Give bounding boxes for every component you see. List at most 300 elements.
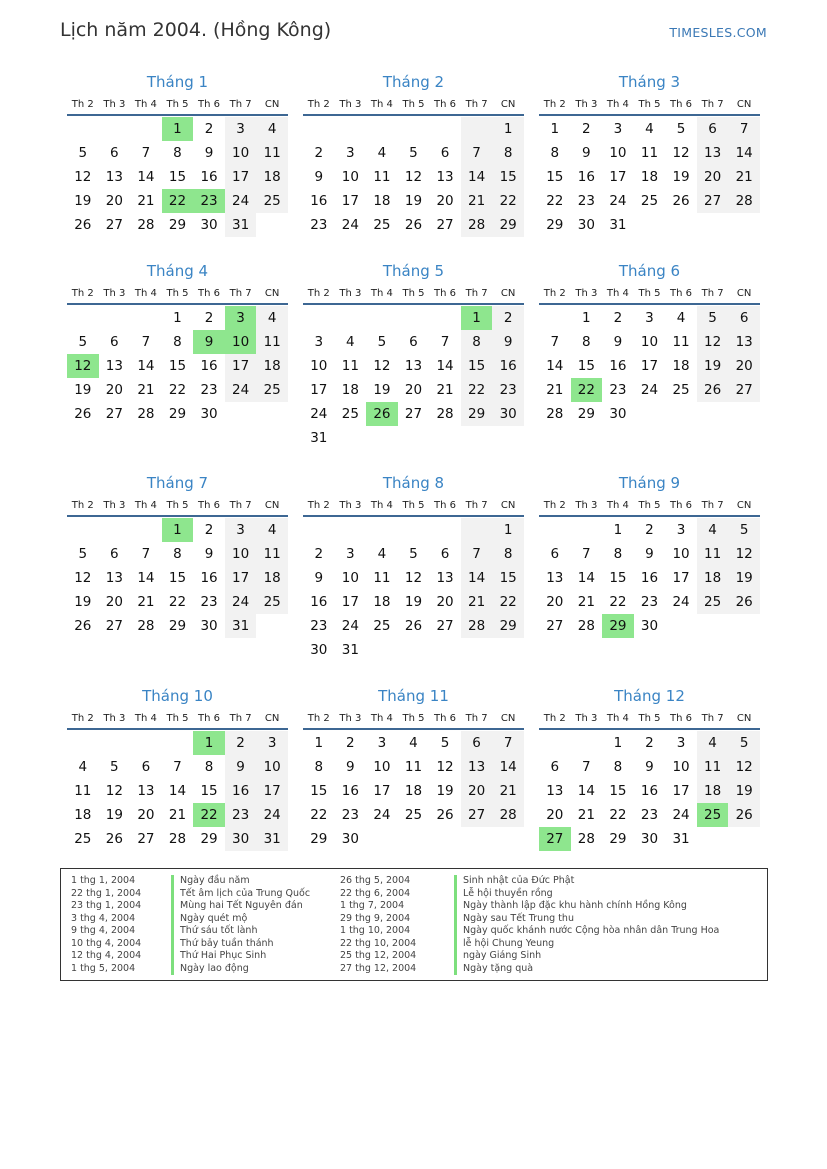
- day-cell: 9: [582, 145, 591, 161]
- day-cell: 12: [74, 570, 92, 586]
- day-cell: 24: [341, 618, 359, 634]
- day-cell: 17: [609, 169, 627, 185]
- day-cell: 11: [256, 542, 288, 566]
- day-cell: 10: [225, 141, 257, 165]
- month-block: [539, 72, 760, 237]
- day-cell: 29: [492, 213, 524, 237]
- day-cell: 7: [461, 542, 493, 566]
- legend-date: 1 thg 10, 2004: [340, 925, 411, 936]
- day-cell: 11: [74, 783, 92, 799]
- day-cell: 4: [256, 518, 288, 542]
- legend-holiday-name: Tết âm lịch của Trung Quốc: [171, 888, 310, 901]
- day-cell: 17: [310, 382, 328, 398]
- weekday-label: Th 2: [307, 99, 330, 110]
- day-cell: 11: [373, 169, 391, 185]
- day-cell: 12: [74, 169, 92, 185]
- weekday-header: [303, 499, 524, 517]
- day-cell: 16: [341, 783, 359, 799]
- empty-cell: [130, 306, 162, 330]
- day-cell: 3: [225, 117, 257, 141]
- day-cell: 14: [492, 755, 524, 779]
- day-cell: 29: [602, 614, 634, 638]
- day-cell: 28: [137, 217, 155, 233]
- weekday-label: Th 5: [638, 288, 661, 299]
- legend-holiday-name: Thứ Hai Phục Sinh: [171, 950, 310, 963]
- weekday-label: Th 7: [701, 500, 724, 511]
- day-cell: 4: [697, 518, 729, 542]
- month-block: [67, 72, 288, 237]
- empty-cell: [634, 402, 666, 426]
- day-cell: 18: [697, 566, 729, 590]
- day-cell: 31: [609, 217, 627, 233]
- day-cell: 24: [609, 193, 627, 209]
- month-title: Tháng 10: [142, 687, 213, 705]
- empty-cell: [303, 306, 335, 330]
- day-cell: 4: [377, 546, 387, 562]
- day-cell: 17: [225, 566, 257, 590]
- day-cell: 10: [609, 145, 627, 161]
- weekday-label: Th 6: [670, 99, 693, 110]
- day-cell: 19: [728, 779, 760, 803]
- day-cell: 21: [577, 807, 595, 823]
- weekday-label: CN: [500, 500, 516, 511]
- day-cell: 27: [697, 189, 729, 213]
- legend-date: 27 thg 12, 2004: [340, 962, 417, 974]
- day-cell: 28: [492, 803, 524, 827]
- day-cell: 27: [436, 217, 454, 233]
- day-cell: 17: [256, 779, 288, 803]
- day-cell: 3: [225, 518, 257, 542]
- day-cell: 9: [193, 330, 225, 354]
- month-title: Tháng 7: [146, 474, 209, 492]
- day-cell: 30: [200, 618, 218, 634]
- day-cell: 15: [168, 169, 187, 185]
- day-cell: 13: [697, 141, 729, 165]
- month-block: [67, 473, 288, 638]
- weekday-label: Th 3: [103, 288, 126, 299]
- day-cell: 22: [310, 807, 328, 823]
- day-cell: 26: [366, 402, 398, 426]
- weekday-label: Th 5: [166, 713, 189, 724]
- day-cell: 20: [404, 382, 423, 398]
- day-cell: 19: [697, 354, 729, 378]
- day-cell: 26: [74, 217, 92, 233]
- legend-holiday-name: Thứ bảy tuần thánh: [171, 938, 310, 951]
- day-cell: 27: [436, 618, 454, 634]
- day-cell: 30: [310, 642, 328, 658]
- day-cell: 13: [436, 169, 454, 185]
- brand-link[interactable]: TIMESLES.COM: [669, 25, 767, 40]
- day-cell: 25: [640, 193, 659, 209]
- day-cell: 17: [341, 193, 359, 209]
- weekday-label: Th 3: [339, 99, 362, 110]
- weekday-label: Th 6: [434, 713, 457, 724]
- empty-cell: [539, 306, 571, 330]
- legend-names-left: [171, 875, 310, 975]
- day-cell: 28: [546, 406, 564, 422]
- day-cell: 18: [341, 382, 359, 398]
- day-cell: 24: [225, 189, 257, 213]
- weekday-label: Th 3: [575, 288, 598, 299]
- day-cell: 13: [137, 783, 155, 799]
- weekday-label: Th 5: [166, 288, 189, 299]
- month-title: Tháng 6: [618, 262, 681, 280]
- day-cell: 9: [314, 570, 324, 586]
- day-cell: 24: [256, 803, 288, 827]
- day-cell: 6: [728, 306, 760, 330]
- empty-cell: [130, 518, 162, 542]
- day-cell: 1: [582, 310, 591, 326]
- empty-cell: [130, 117, 162, 141]
- weekday-label: Th 6: [670, 500, 693, 511]
- day-cell: 21: [728, 165, 760, 189]
- day-cell: 2: [645, 735, 654, 751]
- day-cell: 23: [341, 807, 359, 823]
- weekday-label: Th 6: [198, 288, 221, 299]
- day-cell: 26: [697, 378, 729, 402]
- month-title: Tháng 8: [382, 474, 445, 492]
- day-cell: 8: [461, 330, 493, 354]
- day-cell: 26: [404, 217, 423, 233]
- day-cell: 25: [256, 590, 288, 614]
- day-cell: 3: [256, 731, 288, 755]
- day-cell: 14: [461, 165, 493, 189]
- empty-cell: [461, 638, 493, 662]
- weekday-label: Th 6: [198, 99, 221, 110]
- day-cell: 18: [256, 165, 288, 189]
- day-cell: 19: [728, 566, 760, 590]
- day-cell: 9: [645, 759, 654, 775]
- empty-cell: [99, 306, 131, 330]
- day-cell: 2: [346, 735, 355, 751]
- day-cell: 20: [697, 165, 729, 189]
- day-cell: 8: [492, 542, 524, 566]
- day-cell: 3: [314, 334, 324, 350]
- month-block: [303, 72, 524, 237]
- day-cell: 1: [193, 731, 225, 755]
- legend-date: 1 thg 5, 2004: [71, 962, 136, 974]
- month-block: [539, 261, 760, 426]
- day-cell: 23: [640, 594, 659, 610]
- day-cell: 21: [461, 590, 493, 614]
- day-cell: 1: [492, 518, 524, 542]
- day-cell: 29: [168, 618, 187, 634]
- day-grid: [539, 518, 760, 638]
- weekday-label: Th 7: [229, 99, 252, 110]
- empty-cell: [429, 638, 461, 662]
- day-cell: 9: [204, 145, 214, 161]
- day-cell: 15: [492, 165, 524, 189]
- empty-cell: [99, 731, 131, 755]
- empty-cell: [728, 402, 760, 426]
- day-grid: [67, 306, 288, 426]
- day-cell: 27: [105, 618, 123, 634]
- day-cell: 17: [672, 570, 690, 586]
- day-cell: 27: [137, 831, 155, 847]
- day-cell: 11: [373, 570, 391, 586]
- day-cell: 13: [105, 570, 123, 586]
- weekday-label: Th 5: [638, 713, 661, 724]
- weekday-label: Th 6: [434, 288, 457, 299]
- legend-date: 1 thg 1, 2004: [71, 875, 136, 886]
- day-cell: 12: [728, 542, 760, 566]
- day-cell: 17: [341, 594, 359, 610]
- day-cell: 15: [609, 570, 627, 586]
- day-cell: 12: [404, 169, 423, 185]
- month-block: [303, 686, 524, 851]
- day-cell: 22: [193, 803, 225, 827]
- empty-cell: [571, 518, 603, 542]
- empty-cell: [728, 213, 760, 237]
- day-cell: 9: [225, 755, 257, 779]
- day-cell: 11: [697, 542, 729, 566]
- day-cell: 19: [74, 382, 92, 398]
- weekday-label: CN: [736, 99, 752, 110]
- day-cell: 2: [582, 121, 591, 137]
- weekday-header: [303, 712, 524, 730]
- day-cell: 6: [440, 546, 450, 562]
- day-cell: 20: [436, 193, 454, 209]
- legend-holiday-name: Ngày tặng quà: [454, 963, 719, 976]
- weekday-label: Th 2: [543, 713, 566, 724]
- holiday-legend: [60, 868, 768, 981]
- legend-dates-right: [340, 875, 416, 975]
- day-cell: 25: [672, 382, 690, 398]
- legend-date: 9 thg 4, 2004: [71, 925, 136, 936]
- day-cell: 25: [373, 217, 391, 233]
- day-cell: 6: [110, 334, 119, 350]
- day-cell: 24: [225, 590, 257, 614]
- weekday-label: Th 2: [543, 99, 566, 110]
- day-cell: 30: [492, 402, 524, 426]
- empty-cell: [366, 426, 398, 450]
- day-cell: 6: [550, 546, 560, 562]
- day-cell: 23: [200, 382, 218, 398]
- month-title: Tháng 2: [382, 73, 445, 91]
- weekday-label: Th 4: [606, 713, 629, 724]
- weekday-label: Th 4: [606, 99, 629, 110]
- day-cell: 20: [546, 807, 564, 823]
- day-cell: 13: [461, 755, 493, 779]
- day-cell: 17: [640, 358, 659, 374]
- day-grid: [303, 117, 524, 237]
- day-cell: 16: [225, 779, 257, 803]
- day-cell: 7: [173, 759, 182, 775]
- day-cell: 8: [492, 141, 524, 165]
- day-cell: 1: [550, 121, 560, 137]
- day-cell: 16: [640, 570, 659, 586]
- day-cell: 9: [346, 759, 355, 775]
- day-cell: 11: [697, 755, 729, 779]
- day-cell: 4: [676, 310, 686, 326]
- day-cell: 27: [546, 618, 564, 634]
- empty-cell: [366, 306, 398, 330]
- day-cell: 7: [141, 546, 151, 562]
- weekday-label: Th 3: [339, 288, 362, 299]
- day-cell: 29: [168, 406, 187, 422]
- weekday-label: Th 3: [575, 713, 598, 724]
- legend-holiday-name: Ngày quét mộ: [171, 913, 310, 926]
- weekday-label: Th 5: [166, 99, 189, 110]
- weekday-label: Th 5: [638, 99, 661, 110]
- day-cell: 31: [225, 614, 257, 638]
- day-cell: 13: [728, 330, 760, 354]
- day-cell: 13: [546, 783, 564, 799]
- day-cell: 15: [461, 354, 493, 378]
- day-cell: 16: [200, 570, 218, 586]
- weekday-label: Th 4: [134, 99, 157, 110]
- empty-cell: [303, 117, 335, 141]
- day-cell: 12: [105, 783, 123, 799]
- day-cell: 14: [728, 141, 760, 165]
- day-cell: 30: [200, 406, 218, 422]
- day-cell: 8: [613, 546, 623, 562]
- weekday-label: Th 4: [134, 500, 157, 511]
- day-cell: 7: [141, 334, 151, 350]
- day-cell: 3: [346, 145, 355, 161]
- empty-cell: [461, 827, 493, 851]
- day-grid: [303, 306, 524, 450]
- day-cell: 18: [256, 354, 288, 378]
- day-cell: 8: [173, 546, 182, 562]
- day-cell: 17: [225, 165, 257, 189]
- day-cell: 21: [168, 807, 187, 823]
- day-cell: 20: [105, 193, 123, 209]
- day-cell: 8: [582, 334, 591, 350]
- weekday-label: Th 7: [465, 713, 488, 724]
- day-cell: 25: [74, 831, 92, 847]
- day-cell: 11: [256, 141, 288, 165]
- day-cell: 24: [672, 807, 690, 823]
- day-cell: 5: [409, 145, 418, 161]
- empty-cell: [162, 731, 194, 755]
- weekday-label: Th 3: [339, 500, 362, 511]
- empty-cell: [67, 306, 99, 330]
- weekday-label: Th 7: [229, 288, 252, 299]
- day-cell: 10: [640, 334, 659, 350]
- day-cell: 16: [577, 169, 595, 185]
- day-cell: 21: [546, 382, 564, 398]
- legend-holiday-name: Ngày lao động: [171, 963, 310, 976]
- day-cell: 20: [137, 807, 155, 823]
- day-cell: 16: [492, 354, 524, 378]
- legend-date: 10 thg 4, 2004: [71, 937, 142, 949]
- empty-cell: [398, 518, 430, 542]
- day-grid: [303, 731, 524, 851]
- weekday-label: Th 7: [701, 288, 724, 299]
- day-cell: 15: [168, 358, 187, 374]
- weekday-label: Th 4: [370, 713, 393, 724]
- empty-cell: [366, 827, 398, 851]
- day-cell: 12: [672, 145, 690, 161]
- day-cell: 15: [609, 783, 627, 799]
- legend-date: 3 thg 4, 2004: [71, 912, 136, 924]
- empty-cell: [366, 117, 398, 141]
- day-cell: 23: [577, 193, 595, 209]
- legend-dates-left: [71, 875, 141, 975]
- weekday-label: Th 6: [434, 99, 457, 110]
- day-cell: 30: [200, 217, 218, 233]
- empty-cell: [728, 827, 760, 851]
- day-cell: 22: [461, 378, 493, 402]
- day-cell: 22: [571, 378, 603, 402]
- day-cell: 20: [105, 382, 123, 398]
- day-cell: 22: [492, 590, 524, 614]
- day-cell: 1: [613, 522, 623, 538]
- legend-names-right: [454, 875, 719, 975]
- day-cell: 1: [613, 735, 623, 751]
- day-cell: 12: [697, 330, 729, 354]
- weekday-label: Th 5: [402, 713, 425, 724]
- legend-date: 29 thg 9, 2004: [340, 912, 411, 924]
- weekday-label: Th 6: [670, 288, 693, 299]
- empty-cell: [256, 213, 288, 237]
- day-cell: 16: [200, 358, 218, 374]
- weekday-header: [67, 499, 288, 517]
- day-cell: 16: [200, 169, 218, 185]
- day-cell: 19: [74, 594, 92, 610]
- empty-cell: [398, 426, 430, 450]
- weekday-label: Th 4: [370, 500, 393, 511]
- empty-cell: [398, 117, 430, 141]
- month-title: Tháng 9: [618, 474, 681, 492]
- weekday-label: Th 4: [606, 288, 629, 299]
- day-cell: 22: [546, 193, 564, 209]
- empty-cell: [256, 402, 288, 426]
- day-cell: 14: [137, 169, 155, 185]
- weekday-header: [539, 499, 760, 517]
- month-title: Tháng 4: [146, 262, 209, 280]
- day-cell: 3: [676, 735, 686, 751]
- day-cell: 10: [672, 759, 690, 775]
- empty-cell: [697, 402, 729, 426]
- day-cell: 8: [550, 145, 560, 161]
- day-cell: 30: [609, 406, 627, 422]
- day-cell: 11: [341, 358, 359, 374]
- legend-date: 23 thg 1, 2004: [71, 900, 142, 911]
- day-cell: 1: [492, 117, 524, 141]
- empty-cell: [728, 614, 760, 638]
- day-cell: 10: [341, 570, 359, 586]
- day-cell: 27: [539, 827, 571, 851]
- day-grid: [67, 731, 288, 851]
- day-cell: 26: [672, 193, 690, 209]
- weekday-label: CN: [264, 99, 280, 110]
- day-cell: 22: [609, 594, 627, 610]
- day-cell: 17: [225, 354, 257, 378]
- weekday-label: Th 2: [71, 500, 94, 511]
- weekday-label: Th 5: [166, 500, 189, 511]
- weekday-label: CN: [264, 500, 280, 511]
- day-cell: 28: [577, 618, 595, 634]
- day-cell: 5: [377, 334, 387, 350]
- weekday-label: Th 7: [465, 99, 488, 110]
- day-cell: 6: [141, 759, 151, 775]
- day-cell: 13: [436, 570, 454, 586]
- day-cell: 27: [461, 803, 493, 827]
- month-block: [303, 473, 524, 662]
- weekday-label: Th 2: [543, 500, 566, 511]
- day-cell: 30: [341, 831, 359, 847]
- day-cell: 29: [546, 217, 564, 233]
- weekday-label: Th 7: [465, 288, 488, 299]
- day-cell: 25: [256, 189, 288, 213]
- day-cell: 5: [78, 334, 88, 350]
- day-cell: 10: [341, 169, 359, 185]
- day-cell: 15: [200, 783, 218, 799]
- day-cell: 26: [728, 590, 760, 614]
- day-cell: 18: [640, 169, 659, 185]
